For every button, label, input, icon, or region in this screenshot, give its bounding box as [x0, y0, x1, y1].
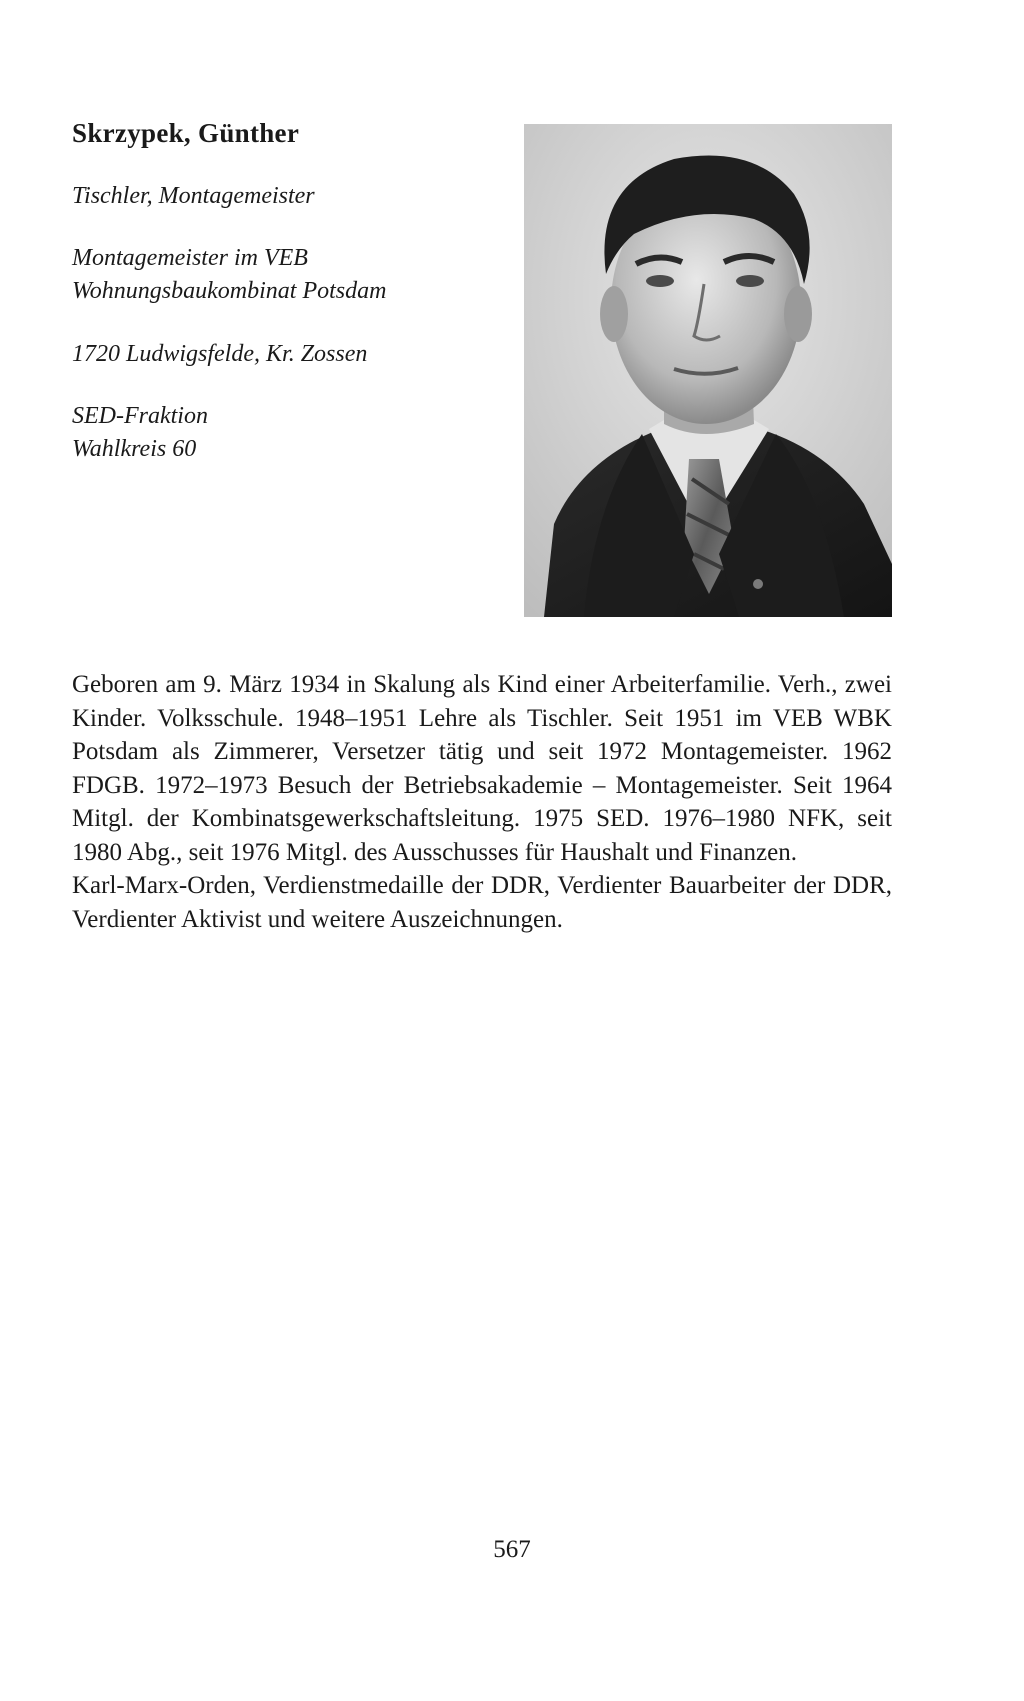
position-line: Montagemeister im VEB	[72, 245, 308, 271]
person-name: Skrzypek, Günther	[72, 118, 300, 148]
portrait-illustration	[524, 124, 892, 617]
awards-text: Karl-Marx-Orden, Verdienstmedaille der DDR, Verdienter Bauarbeiter der DDR, Verdienter Aktivist und weitere Auszeichnungen.	[72, 872, 892, 933]
biography	[72, 668, 892, 936]
current-position	[72, 242, 386, 308]
address: 1720 Ludwigsfelde, Kr. Zossen	[72, 341, 368, 367]
biography-text: Geboren am 9. März 1934 in Skalung als Kind einer Arbeiterfamilie. Verh., zwei Kinder. Volksschule. 1948–1951 Lehre als Tischler. Seit 1951 im VEB WBK Potsdam als Zimmerer, Versetzer tätig und seit 1972 Montagemeister. 1962 FDGB. 1972–1973 Besuch der Betriebsakademie – Montagemeister. Seit 1964 Mitgl. der Kombinatsgewerkschaftsleitung. 1975 SED. 1976–1980 NFK, seit 1980 Abg., seit 1976 Mitgl. des Ausschusses für Haushalt und Finanzen.	[72, 671, 892, 866]
position-line: Wohnungsbaukombinat Potsdam	[72, 278, 387, 304]
page-number: 567	[493, 1536, 531, 1563]
faction-line: SED-Fraktion	[72, 403, 208, 429]
occupation: Tischler, Montagemeister	[72, 183, 315, 209]
constituency-line: Wahlkreis 60	[72, 436, 197, 462]
faction-info	[72, 400, 208, 466]
portrait-photo	[524, 124, 892, 617]
